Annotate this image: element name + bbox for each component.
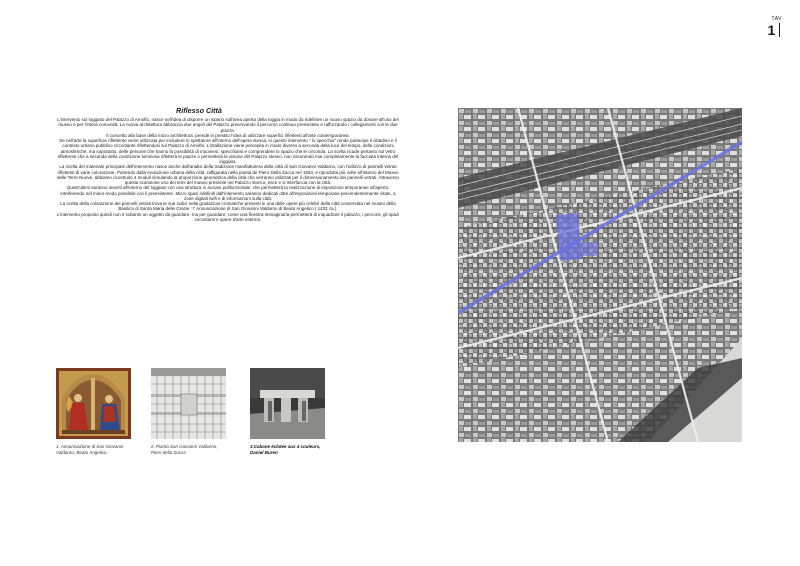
paragraph: La scelta del materiale principale dell'intervento nasce anche dall'analisi della tradizione manifatturiera della città di San Giovanni Valdarno, con l'utilizzo di pannelli vetrati riflettenti di varie colorazione. Partendo dalla evoluzione urbana della città, raffigurata nella pianta de Piero Della Zucca nel 1553, e riprodotta più volte all'interno del Museo delle Terre Nuove, abbiamo ricostruito 4 moduli simulando la proporzione geometrica della città che verranno utilizzati per il dimensionamento dei pannelli vetrati. Attraverso questa scansione uno dei temi del museo presente nel Palazzo storico, esce e si interfaccia con la città. (56, 164, 400, 185)
buren-installation-image (250, 368, 325, 439)
description-text (56, 117, 400, 222)
city-plan-image (151, 368, 226, 439)
aerial-map (458, 108, 742, 442)
paragraph: Quest'ultimi saranno inseriti all'interno del loggiato con una struttura in acciaio polifunzionale, che permetterà la realizzazione di esposizioni temporanee all'aperto, interferendo nel minor modo possibile con il preesistente. Micro spazi ridefiniti dall'intervento saranno dedicati oltre all'esposizioni temporane precendentemente citate, a zone digitali /wifi e di informazioni sulla città. (60, 185, 396, 201)
page-title: Riflesso Città (176, 106, 222, 115)
caption-buren: 3.Cabane éclatée aux 4 couleurs, Daniel Buren (250, 444, 321, 455)
annunciation-painting-image (56, 368, 131, 439)
paragraph: Il concetto alla base della micro architettura, prende in prestito l'idea di utilizzare superfici riflettenti all'arte contemporanea. (106, 132, 350, 138)
sheet-label: TAV (771, 16, 782, 22)
sheet-number-value: 1 (768, 23, 781, 37)
paragraph: L'intervento sul loggiato del Palazzo di Arnolfo, nasce nell'idea di disporre un sipario sull'area aperta della loggia in modo da ridefinire un nuovo spazio da donare all'uso del museo e per l'intera comunità. La nuova architettura abbraccia due angoli del Palazzo preservando il percorso continuo preesistete e rafforzando i collegamenti con le due piazze. (57, 117, 399, 133)
sheet-number (768, 16, 782, 40)
caption-city-plan: 2. Pianta San Giovanni Valdarno, Piero della Zucca (151, 444, 218, 455)
caption-annunciation: 1. Annunciazione di San Giovanni Valdarno, Beato Angelico (56, 444, 124, 455)
paragraph: Se nell'arte la superficie riflettente viene utilizzata per includere lo spettatore all'interno dell'opera stessa, in questo intervento " lo specchio" rende partecipe il cittadino e il contesto urbano pubblico circostante riflettendosi sul Palazzo di Arnolfo. L'istallazione viene percepita in modo diverso a seconda della luce del tempo, delle condizioni atmosferiche, ma sopratutto, delle persone che hanno la possibilità di muoversi, specchiarsi e comprendere lo spazio che le circonda. La scelta ricade pertanto sul vetro riflettente che a seconda della condizione luminosa rifletterà le piazze o permetterà la visione del Palazzo stesso, non oscurando mai completamente la facciata interna del loggiato. (57, 138, 399, 164)
paragraph: La scelta della colorazione dei pannelli vetrati trova le sue radici nella gradazioni cromatiche presenti in una delle opere più celebri della città conservata nel museo della Basilica di Santa Maria delle Grazie : l' Annunciazione di San Giovanni Valdarno di Beato Angelico ( 1432 ca.). (60, 201, 396, 212)
paragraph: L'intervento proposto quindi non è soltanto un oggetto da guardare, ma per guardare; come una finestra immaginaria permetterà di inquadrare il palazzo, i percorsi, gli spazi circostanti e opere d'arte esterne. (56, 211, 400, 222)
